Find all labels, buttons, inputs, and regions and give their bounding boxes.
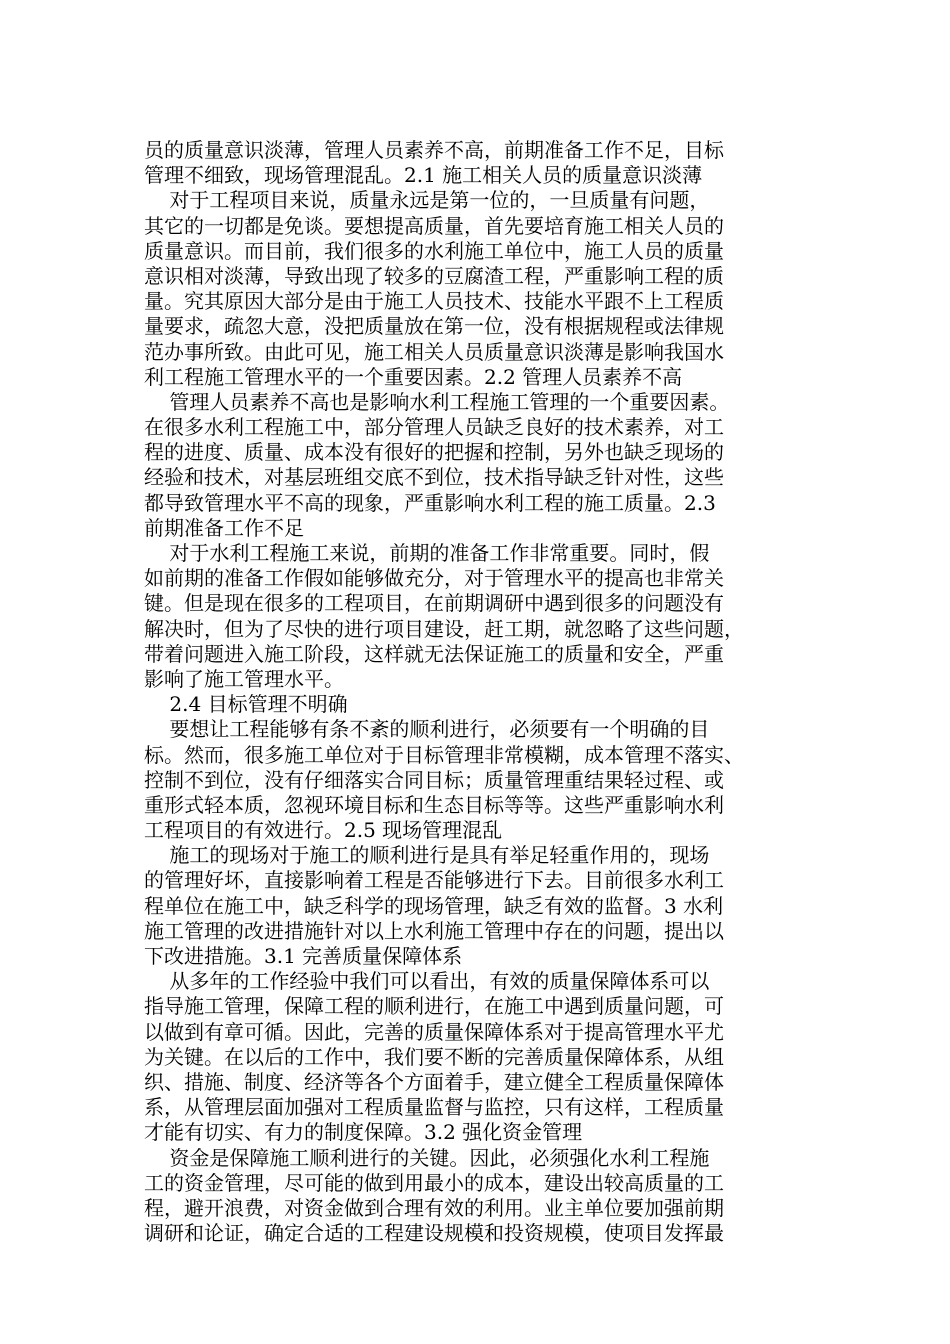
text-line: 管理人员素养不高也是影响水利工程施工管理的一个重要因素。 <box>144 389 730 414</box>
text-line: 织、措施、制度、经济等各个方面着手，建立健全工程质量保障体 <box>144 1069 724 1094</box>
text-line: 程单位在施工中，缺乏科学的现场管理，缺乏有效的监督。3 水利 <box>144 893 724 918</box>
text-line: 调研和论证，确定合适的工程建设规模和投资规模，使项目发挥最 <box>144 1221 724 1246</box>
text-line: 控制不到位，没有仔细落实合同目标；质量管理重结果轻过程、或 <box>144 767 724 792</box>
text-line: 要想让工程能够有条不紊的顺利进行，必须要有一个明确的目 <box>144 717 710 742</box>
text-line: 程，避开浪费，对资金做到合理有效的利用。业主单位要加强前期 <box>144 1195 724 1220</box>
text-line: 员的质量意识淡薄，管理人员素养不高，前期准备工作不足，目标 <box>144 138 724 162</box>
text-line: 的管理好坏，直接影响着工程是否能够进行下去。目前很多水利工 <box>144 868 724 893</box>
text-line: 下改进措施。3.1 完善质量保障体系 <box>144 944 463 968</box>
section-heading: 2.4 目标管理不明确 <box>144 692 348 717</box>
text-line: 带着问题进入施工阶段，这样就无法保证施工的质量和安全，严重 <box>144 641 724 666</box>
text-line: 量。究其原因大部分是由于施工人员技术、技能水平跟不上工程质 <box>144 289 724 314</box>
text-line: 如前期的准备工作假如能够做充分，对于管理水平的提高也非常关 <box>144 566 724 591</box>
text-line: 对于工程项目来说，质量永远是第一位的，一旦质量有问题， <box>144 188 710 213</box>
document-page <box>144 138 806 1246</box>
text-line: 都导致管理水平不高的现象，严重影响水利工程的施工质量。2.3 <box>144 490 716 515</box>
text-line: 施工的现场对于施工的顺利进行是具有举足轻重作用的，现场 <box>144 843 710 868</box>
text-line: 指导施工管理，保障工程的顺利进行，在施工中遇到质量问题，可 <box>144 994 724 1019</box>
text-line: 系，从管理层面加强对工程质量监督与监控，只有这样，工程质量 <box>144 1095 724 1120</box>
text-line: 键。但是现在很多的工程项目，在前期调研中遇到很多的问题没有 <box>144 591 724 616</box>
text-line: 意识相对淡薄，导致出现了较多的豆腐渣工程，严重影响工程的质 <box>144 263 724 288</box>
text-line: 质量意识。而目前，我们很多的水利施工单位中，施工人员的质量 <box>144 238 724 263</box>
text-line: 标。然而，很多施工单位对于目标管理非常模糊，成本管理不落实、 <box>144 742 744 767</box>
text-line: 管理不细致，现场管理混乱。2.1 施工相关人员的质量意识淡薄 <box>144 163 703 188</box>
text-line: 量要求，疏忽大意，没把质量放在第一位，没有根据规程或法律规 <box>144 314 724 339</box>
text-line: 利工程施工管理水平的一个重要因素。2.2 管理人员素养不高 <box>144 364 683 389</box>
text-line: 资金是保障施工顺利进行的关键。因此，必须强化水利工程施 <box>144 1145 710 1170</box>
text-line: 重形式轻本质，忽视环境目标和生态目标等等。这些严重影响水利 <box>144 792 724 817</box>
text-line: 为关键。在以后的工作中，我们要不断的完善质量保障体系，从组 <box>144 1044 724 1069</box>
text-line: 影响了施工管理水平。 <box>144 666 344 691</box>
text-line: 以做到有章可循。因此，完善的质量保障体系对于提高管理水平尤 <box>144 1019 724 1044</box>
text-line: 工的资金管理，尽可能的做到用最小的成本，建设出较高质量的工 <box>144 1170 724 1195</box>
text-line: 才能有切实、有力的制度保障。3.2 强化资金管理 <box>144 1120 583 1145</box>
text-line: 其它的一切都是免谈。要想提高质量，首先要培育施工相关人员的 <box>144 213 724 238</box>
text-line: 程的进度、质量、成本没有很好的把握和控制，另外也缺乏现场的 <box>144 440 724 465</box>
text-line: 施工管理的改进措施针对以上水利施工管理中存在的问题，提出以 <box>144 918 724 943</box>
text-line: 对于水利工程施工来说，前期的准备工作非常重要。同时，假 <box>144 541 710 565</box>
text-line: 在很多水利工程施工中，部分管理人员缺乏良好的技术素养，对工 <box>144 415 724 440</box>
text-line: 工程项目的有效进行。2.5 现场管理混乱 <box>144 818 503 843</box>
text-line: 解决时，但为了尽快的进行项目建设，赶工期，就忽略了这些问题， <box>144 616 744 641</box>
text-line: 经验和技术，对基层班组交底不到位，技术指导缺乏针对性，这些 <box>144 465 724 490</box>
text-line: 范办事所致。由此可见，施工相关人员质量意识淡薄是影响我国水 <box>144 339 724 364</box>
text-line: 前期准备工作不足 <box>144 515 304 540</box>
text-line: 从多年的工作经验中我们可以看出，有效的质量保障体系可以 <box>144 969 710 994</box>
